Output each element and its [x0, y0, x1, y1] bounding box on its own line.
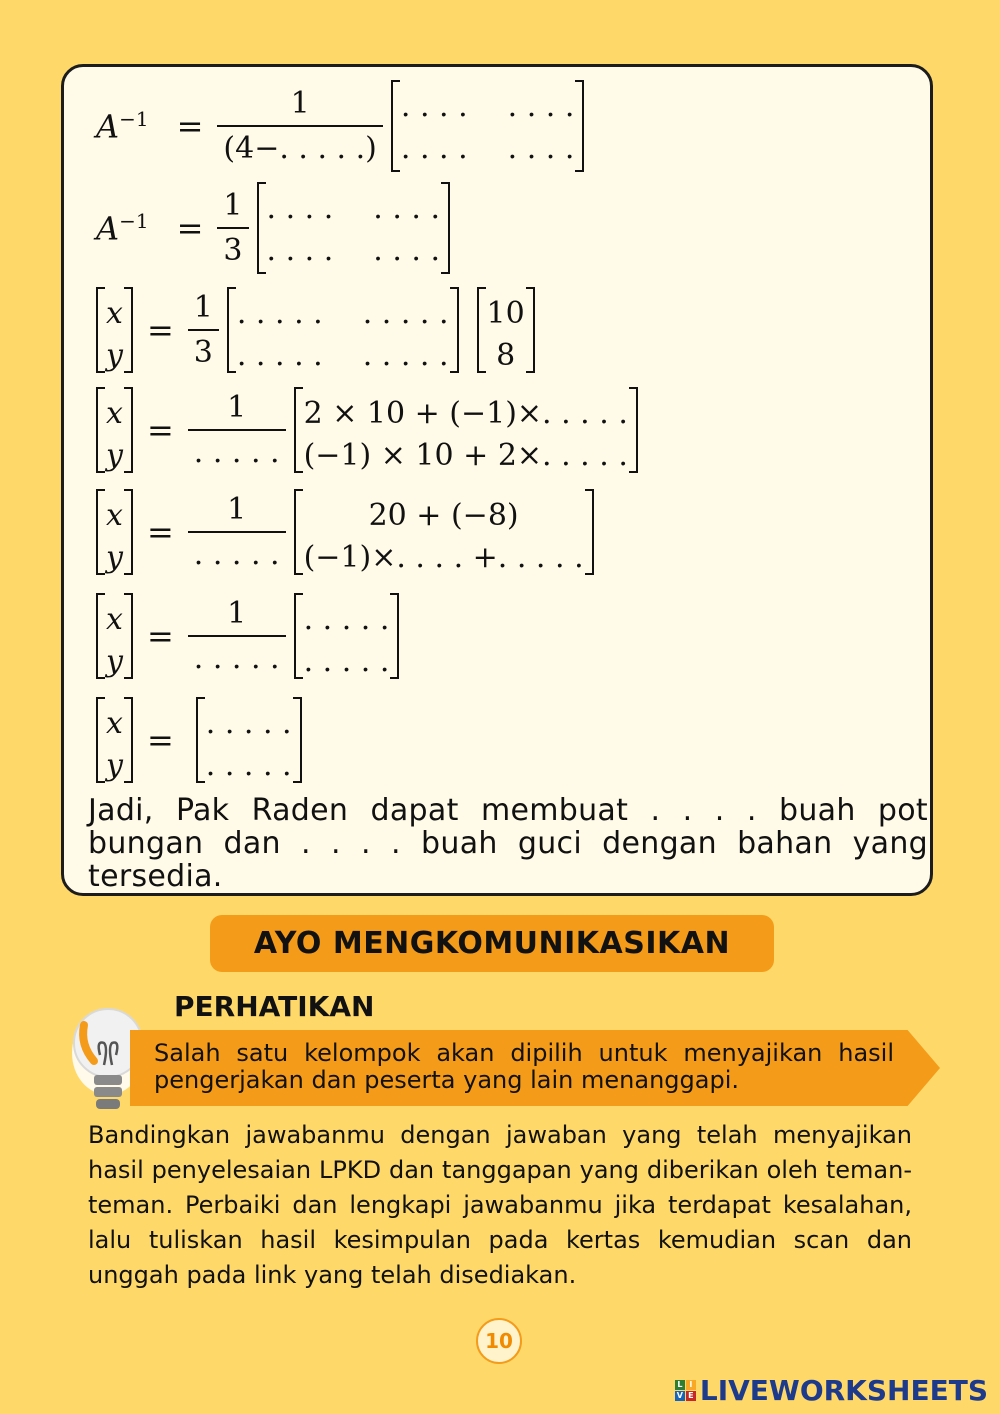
product-row-2[interactable]: (−1) × 10 + 2×. . . . .	[303, 438, 628, 473]
worksheet-box	[61, 64, 933, 896]
fraction: $\frac{1}{3}$	[188, 290, 219, 370]
fraction: $\frac{1}{3}$	[217, 188, 248, 268]
equation-row-3	[96, 285, 535, 375]
equation-row-1	[96, 81, 584, 171]
matrix-inverse-symbol: $A^{-1}$	[96, 208, 149, 248]
equals-sign: =	[176, 209, 204, 247]
blank[interactable]: . . . . .	[303, 644, 390, 679]
blank[interactable]: . . . . .	[362, 296, 449, 331]
section-banner: AYO MENGKOMUNIKASIKAN	[210, 915, 774, 972]
constant-vector: 10 8	[477, 287, 535, 373]
adjoint-matrix	[391, 80, 585, 172]
equation-row-4	[96, 385, 638, 475]
variable-vector: x y	[96, 387, 133, 473]
equation-row-2	[96, 183, 450, 273]
inverse-matrix	[227, 287, 459, 373]
equals-sign: =	[176, 107, 204, 145]
determinant-blank[interactable]: . . . . .	[188, 429, 286, 470]
blank[interactable]: . . . .	[400, 89, 468, 124]
equation-row-5	[96, 487, 594, 577]
page-number: 10	[476, 1318, 522, 1364]
variable-vector: x y	[96, 593, 133, 679]
brand-name: LIVEWORKSHEETS	[699, 1374, 988, 1407]
variable-vector: x y	[96, 697, 133, 783]
fraction: $\frac{1}{. . . . .}$	[188, 596, 286, 676]
answer-x-blank[interactable]: . . . . .	[205, 706, 292, 741]
blank[interactable]: . . . .	[266, 233, 334, 268]
fraction: $\frac{1}{. . . . .}$	[188, 492, 286, 572]
equals-sign: =	[146, 411, 174, 449]
blank[interactable]: . . . .	[373, 191, 441, 226]
brand-watermark	[675, 1374, 988, 1407]
blank[interactable]: . . . .	[400, 131, 468, 166]
product-matrix	[294, 387, 638, 473]
blank[interactable]: . . . . .	[236, 296, 323, 331]
answer-y-blank[interactable]: . . . . .	[205, 748, 292, 783]
variable-vector: x y	[96, 287, 133, 373]
sum-row-1: 20 + (−8)	[368, 498, 519, 533]
matrix-inverse-symbol: $A^{-1}$	[96, 106, 149, 146]
blank[interactable]: . . . .	[507, 89, 575, 124]
sum-matrix	[294, 489, 594, 575]
fraction: $\frac{1}{(4-. . . . .)}$	[217, 86, 382, 166]
determinant-blank[interactable]: . . . . .	[188, 635, 286, 676]
equals-sign: =	[146, 311, 174, 349]
equals-sign: =	[146, 513, 174, 551]
blank[interactable]: . . . . .	[362, 338, 449, 373]
conclusion-text: Jadi, Pak Raden dapat membuat . . . . buah pot bungan dan . . . . buah guci dengan bahan yang tersedia.	[88, 793, 928, 894]
determinant-blank[interactable]: . . . . .	[188, 531, 286, 572]
fraction: $\frac{1}{. . . . .}$	[188, 390, 286, 470]
result-matrix	[294, 593, 400, 679]
blank[interactable]: . . . .	[266, 191, 334, 226]
blank[interactable]: . . . . .	[303, 602, 390, 637]
final-answer-matrix	[196, 697, 302, 783]
adjoint-matrix	[257, 182, 451, 274]
brand-logo-icon: L I V E	[675, 1380, 696, 1401]
instruction-paragraph: Bandingkan jawabanmu dengan jawaban yang telah menyajikan hasil penyelesaian LPKD dan tanggapan yang diberikan oleh teman-teman. Perbaiki dan lengkapi jawabanmu jika terdapat kesalahan, lalu tuliskan hasil kesimpulan pada kertas kemudian scan dan unggah pada link yang telah disediakan.	[88, 1121, 912, 1289]
blank[interactable]: . . . .	[507, 131, 575, 166]
blank[interactable]: . . . . .	[236, 338, 323, 373]
determinant-blank[interactable]: (4−. . . . .)	[217, 125, 382, 166]
notice-text: Salah satu kelompok akan dipilih untuk menyajikan hasil pengerjakan dan peserta yang lain menanggapi.	[154, 1039, 894, 1094]
variable-vector: x y	[96, 489, 133, 575]
equals-sign: =	[146, 617, 174, 655]
sum-row-2[interactable]: (−1)×. . . . +. . . . .	[303, 540, 584, 575]
product-row-1[interactable]: 2 × 10 + (−1)×. . . . .	[303, 396, 628, 431]
notice-title: PERHATIKAN	[174, 990, 375, 1023]
blank[interactable]: . . . .	[373, 233, 441, 268]
equation-row-7	[96, 695, 302, 785]
equation-row-6	[96, 591, 399, 681]
equals-sign: =	[146, 721, 174, 759]
